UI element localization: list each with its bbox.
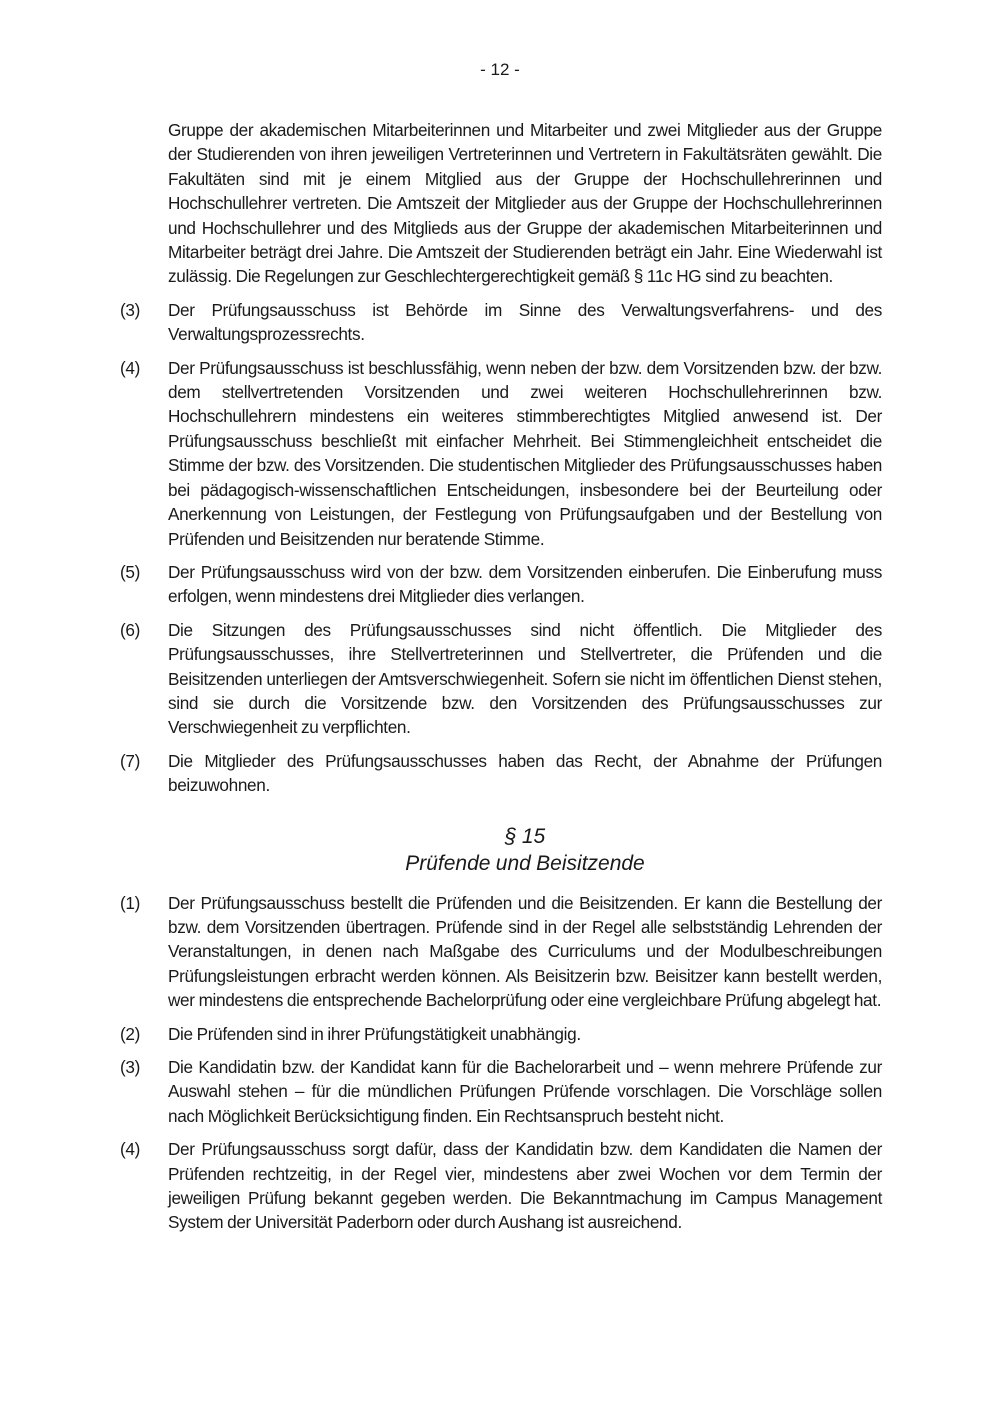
paragraph-number: (2) [120, 1023, 140, 1044]
paragraph-continuation [120, 118, 882, 289]
paragraph-number: (6) [120, 619, 140, 640]
paragraph-14-5 [120, 560, 882, 609]
section-title: Prüfende und Beisitzende [405, 851, 645, 875]
paragraph-15-4 [120, 1137, 882, 1235]
document-body [120, 118, 882, 1244]
paragraph-text: Gruppe der akademischen Mitarbeiterinnen und Mitarbeiter und zwei Mitglieder aus der Gruppe der Studierenden von ihren jeweiligen Vertreterinnen und Vertretern in Fakultätsräten gewählt. Die Fakultäten sind mit je einem Mitglied aus der Gruppe der Hochschullehrerinnen und Hochschullehrer vertreten. Die Amtszeit der Mitglieder aus der Gruppe der Hochschullehrerinnen und Hochschullehrer und des Mitglieds aus der Gruppe der akademischen Mitarbeiterinnen und Mitarbeiter beträgt drei Jahre. Die Amtszeit der Studierenden beträgt ein Jahr. Eine Wiederwahl ist zulässig. Die Regelungen zur Geschlechtergerechtigkeit gemäß § 11c HG sind zu beachten. [168, 120, 882, 287]
paragraph-15-1 [120, 891, 882, 1013]
paragraph-text: Die Kandidatin bzw. der Kandidat kann für die Bachelorarbeit und – wenn mehrere Prüfende zur Auswahl stehen – für die mündlichen Prüfungen Prüfende vorschlagen. Die Vorschläge sollen nach Möglichkeit Berücksichtigung finden. Ein Rechtsanspruch besteht nicht. [168, 1057, 882, 1126]
paragraph-text: Der Prüfungsausschuss wird von der bzw. dem Vorsitzenden einberufen. Die Einberufung muss erfolgen, wenn mindestens drei Mitglieder dies verlangen. [168, 561, 882, 607]
paragraph-number: (4) [120, 1139, 140, 1160]
paragraph-number: (1) [120, 892, 140, 913]
paragraph-number: (4) [120, 357, 140, 378]
paragraph-15-2 [120, 1022, 882, 1046]
paragraph-14-6 [120, 618, 882, 740]
section-number: § 15 [504, 824, 546, 848]
paragraph-number: (7) [120, 750, 140, 771]
paragraph-number: (5) [120, 561, 140, 582]
paragraph-text: Die Mitglieder des Prüfungsausschusses haben das Recht, der Abnahme der Prüfungen beizuwohnen. [168, 750, 882, 796]
section-heading [168, 823, 882, 877]
paragraph-14-3 [120, 298, 882, 347]
page-number: - 12 - [480, 60, 520, 79]
paragraph-15-3 [120, 1055, 882, 1128]
paragraph-text: Der Prüfungsausschuss bestellt die Prüfenden und die Beisitzenden. Er kann die Bestellung der bzw. dem Vorsitzenden übertragen. Prüfende sind in der Regel alle selbstständig Lehrenden der Veranstaltungen, in denen nach Maßgabe des Curriculums und der Modulbeschreibungen Prüfungsleistungen erbracht werden können. Als Beisitzerin bzw. Beisitzer kann bestellt werden, wer mindestens die entsprechende Bachelorprüfung oder eine vergleichbare Prüfung abgelegt hat. [168, 892, 882, 1011]
paragraph-text: Der Prüfungsausschuss ist beschlussfähig, wenn neben der bzw. dem Vorsitzenden bzw. der bzw. dem stellvertretenden Vorsitzenden und zwei weiteren Hochschullehrerinnen bzw. Hochschullehrern mindestens ein weiteres stimmberechtigtes Mitglied anwesend ist. Der Prüfungsausschuss beschließt mit einfacher Mehrheit. Bei Stimmengleichheit entscheidet die Stimme der bzw. des Vorsitzenden. Die studentischen Mitglieder des Prüfungsausschusses haben bei pädagogisch-wissenschaftlichen Entscheidungen, insbesondere bei der Beurteilung oder Anerkennung von Leistungen, der Festlegung von Prüfungsaufgaben und der Bestellung von Prüfenden und Beisitzenden nur beratende Stimme. [168, 357, 882, 549]
paragraph-text: Die Prüfenden sind in ihrer Prüfungstätigkeit unabhängig. [168, 1023, 581, 1044]
paragraph-number: (3) [120, 299, 140, 320]
paragraph-14-4 [120, 356, 882, 551]
paragraph-text: Der Prüfungsausschuss ist Behörde im Sinne des Verwaltungsverfahrens- und des Verwaltungsprozessrechts. [168, 299, 882, 345]
paragraph-number: (3) [120, 1057, 140, 1077]
paragraph-text: Der Prüfungsausschuss sorgt dafür, dass der Kandidatin bzw. dem Kandidaten die Namen der Prüfenden rechtzeitig, in der Regel vier, mindestens aber zwei Wochen vor dem Termin der jeweiligen Prüfung bekannt gegeben werden. Die Bekanntmachung im Campus Management System der Universität Paderborn oder durch Aushang ist ausreichend. [168, 1139, 882, 1233]
paragraph-14-7 [120, 749, 882, 798]
paragraph-text: Die Sitzungen des Prüfungsausschusses sind nicht öffentlich. Die Mitglieder des Prüfungsausschusses, ihre Stellvertreterinnen und Stellvertreter, die Prüfenden und die Beisitzenden unterliegen der Amtsverschwiegenheit. Sofern sie nicht im öffentlichen Dienst stehen, sind sie durch die Vorsitzende bzw. den Vorsitzenden des Prüfungsausschusses zur Verschwiegenheit zu verpflichten. [168, 619, 882, 738]
